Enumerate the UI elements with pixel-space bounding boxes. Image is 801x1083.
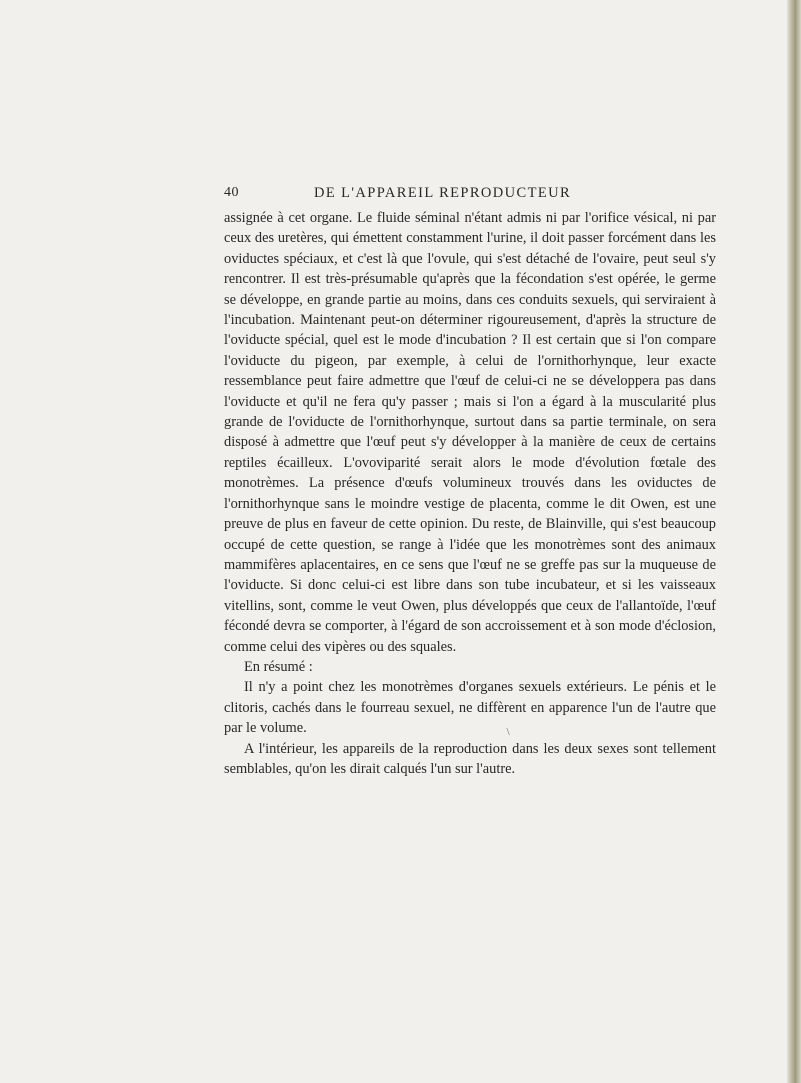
paragraph-internal-organs: A l'intérieur, les appareils de la reproduction dans les deux sexes sont tellement semblables, qu'on les dirait calqués l'un sur l'autre. xyxy=(224,740,716,777)
page-number: 40 xyxy=(224,185,239,200)
stray-mark: / xyxy=(503,726,514,738)
page-edge xyxy=(787,0,801,1083)
body-text xyxy=(224,208,716,779)
running-title: DE L'APPAREIL REPRODUCTEUR xyxy=(314,185,572,201)
paragraph-main: assignée à cet organe. Le fluide séminal n'étant admis ni par l'orifice vésical, ni par ceux des uretères, qui émettent constamment l'urine, il doit passer forcément dans les oviductes spéciaux, et c'est là que l'ovule, qui s'est détaché de l'ovaire, peut seul s'y rencontrer. Il est très-présumable qu'après que la fécondation s'est opérée, le germe se développe, en grande partie au moins, dans ces conduits sexuels, qui serviraient à l'incubation. Maintenant peut-on déterminer rigoureusement, d'après la structure de l'oviducte spécial, quel est le mode d'incubation ? Il est certain que si l'on compare l'oviducte du pigeon, par exemple, à celui de l'ornithorhynque, leur exacte ressemblance peut faire admettre que l'œuf de celui-ci ne se développera pas dans l'oviducte et qu'il ne fera qu'y passer ; mais si l'on a égard à la muscularité plus grande de l'oviducte de l'ornithorhynque, surtout dans sa partie terminale, on sera disposé à admettre que l'œuf peut s'y développer à la manière de ceux de certains reptiles écailleux. L'ovoviparité serait alors le mode d'évolution fœtale des monotrèmes. La présence d'œufs volumineux trouvés dans les oviductes de l'ornithorhynque sans le moindre vestige de placenta, comme le dit Owen, est une preuve de plus en faveur de cette opinion. Du reste, de Blainville, qui s'est beaucoup occupé de cette question, se range à l'idée que les monotrèmes sont des animaux mammifères aplacentaires, en ce sens que l'œuf ne se greffe pas sur la muqueuse de l'oviducte. Si donc celui-ci est libre dans son tube incubateur, et si les vaisseaux vitellins, sont, comme le veut Owen, plus développés que ceux de l'allantoïde, l'œuf fécondé devra se comporter, à l'égard de son accroissement et à son mode d'éclosion, comme celui des vipères ou des squales. xyxy=(224,210,716,655)
paragraph-summary-heading: En résumé : xyxy=(244,658,313,675)
page-header xyxy=(224,185,716,205)
paragraph-external-organs: Il n'y a point chez les monotrèmes d'organes sexuels extérieurs. Le pénis et le clitoris, cachés dans le fourreau sexuel, ne diffèrent en apparence l'un de l'autre que par le volume. xyxy=(224,679,716,737)
